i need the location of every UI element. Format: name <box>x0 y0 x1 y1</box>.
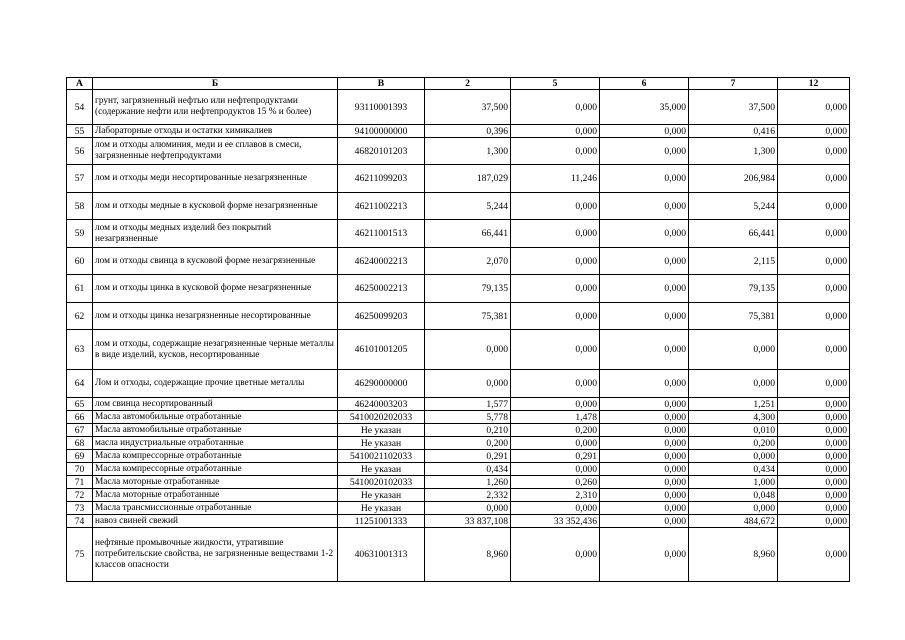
value-col-2: 5,778 <box>425 411 511 424</box>
value-col-12: 0,000 <box>778 125 850 138</box>
table-row <box>67 193 850 220</box>
value-col-2: 0,200 <box>425 437 511 450</box>
value-col-5: 0,000 <box>511 193 600 220</box>
value-col-5: 0,000 <box>511 398 600 411</box>
value-col-7: 0,000 <box>689 450 778 463</box>
table-row <box>67 125 850 138</box>
row-number: 69 <box>67 450 93 463</box>
row-number: 60 <box>67 248 93 275</box>
waste-code: 46211099203 <box>338 165 425 193</box>
waste-name: лом и отходы свинца в кусковой форме незагрязненные <box>93 248 338 275</box>
value-col-12: 0,000 <box>778 437 850 450</box>
value-col-12: 0,000 <box>778 450 850 463</box>
table-row <box>67 165 850 193</box>
value-col-12: 0,000 <box>778 248 850 275</box>
table-row <box>67 463 850 476</box>
waste-code: 46240003203 <box>338 398 425 411</box>
value-col-6: 0,000 <box>600 165 689 193</box>
waste-name: Масла компрессорные отработанные <box>93 463 338 476</box>
value-col-12: 0,000 <box>778 463 850 476</box>
value-col-6: 0,000 <box>600 424 689 437</box>
waste-table <box>66 77 850 582</box>
value-col-6: 0,000 <box>600 502 689 515</box>
value-col-7: 0,000 <box>689 370 778 398</box>
row-number: 65 <box>67 398 93 411</box>
value-col-7: 2,115 <box>689 248 778 275</box>
waste-name: лом и отходы медных изделий без покрытий незагрязненные <box>93 220 338 248</box>
value-col-6: 0,000 <box>600 125 689 138</box>
value-col-2: 2,070 <box>425 248 511 275</box>
value-col-2: 1,577 <box>425 398 511 411</box>
value-col-7: 1,251 <box>689 398 778 411</box>
waste-name: навоз свиней свежий <box>93 515 338 528</box>
table-row <box>67 437 850 450</box>
value-col-12: 0,000 <box>778 138 850 165</box>
table-row <box>67 411 850 424</box>
value-col-5: 0,000 <box>511 370 600 398</box>
value-col-2: 0,291 <box>425 450 511 463</box>
col-header-b: Б <box>93 78 338 90</box>
value-col-5: 0,000 <box>511 275 600 303</box>
value-col-5: 0,000 <box>511 90 600 125</box>
value-col-7: 8,960 <box>689 528 778 582</box>
value-col-2: 33 837,108 <box>425 515 511 528</box>
value-col-7: 0,048 <box>689 489 778 502</box>
table-row <box>67 476 850 489</box>
value-col-12: 0,000 <box>778 330 850 370</box>
row-number: 67 <box>67 424 93 437</box>
value-col-12: 0,000 <box>778 370 850 398</box>
row-number: 62 <box>67 303 93 330</box>
table-row <box>67 138 850 165</box>
value-col-5: 0,291 <box>511 450 600 463</box>
value-col-5: 1,478 <box>511 411 600 424</box>
value-col-6: 0,000 <box>600 463 689 476</box>
value-col-7: 4,300 <box>689 411 778 424</box>
value-col-6: 0,000 <box>600 303 689 330</box>
value-col-2: 37,500 <box>425 90 511 125</box>
value-col-6: 0,000 <box>600 528 689 582</box>
waste-code: 46211002213 <box>338 193 425 220</box>
value-col-7: 0,434 <box>689 463 778 476</box>
row-number: 66 <box>67 411 93 424</box>
value-col-12: 0,000 <box>778 220 850 248</box>
row-number: 56 <box>67 138 93 165</box>
value-col-2: 1,300 <box>425 138 511 165</box>
table-row <box>67 489 850 502</box>
value-col-2: 2,332 <box>425 489 511 502</box>
waste-code: 46211001513 <box>338 220 425 248</box>
waste-name: Лабораторные отходы и остатки химикалиев <box>93 125 338 138</box>
col-header-a: А <box>67 78 93 90</box>
waste-name: нефтяные промывочные жидкости, утратившие потребительские свойства, не загрязненные веществами 1-2 классов опасности <box>93 528 338 582</box>
col-header-6: 6 <box>600 78 689 90</box>
value-col-7: 0,200 <box>689 437 778 450</box>
value-col-5: 11,246 <box>511 165 600 193</box>
row-number: 68 <box>67 437 93 450</box>
value-col-7: 0,010 <box>689 424 778 437</box>
value-col-7: 0,416 <box>689 125 778 138</box>
value-col-5: 0,000 <box>511 303 600 330</box>
value-col-2: 0,000 <box>425 370 511 398</box>
value-col-12: 0,000 <box>778 489 850 502</box>
value-col-7: 5,244 <box>689 193 778 220</box>
value-col-5: 33 352,436 <box>511 515 600 528</box>
value-col-6: 0,000 <box>600 476 689 489</box>
value-col-12: 0,000 <box>778 165 850 193</box>
value-col-6: 35,000 <box>600 90 689 125</box>
value-col-12: 0,000 <box>778 90 850 125</box>
table-row <box>67 303 850 330</box>
waste-name: лом и отходы меди несортированные незагрязненные <box>93 165 338 193</box>
value-col-5: 0,000 <box>511 220 600 248</box>
waste-name: Масла трансмиссионные отработанные <box>93 502 338 515</box>
document-sheet <box>66 77 850 582</box>
waste-name: Масла автомобильные отработанные <box>93 424 338 437</box>
waste-code: 46820101203 <box>338 138 425 165</box>
value-col-12: 0,000 <box>778 398 850 411</box>
value-col-5: 0,000 <box>511 437 600 450</box>
value-col-2: 66,441 <box>425 220 511 248</box>
value-col-7: 484,672 <box>689 515 778 528</box>
value-col-12: 0,000 <box>778 528 850 582</box>
value-col-2: 187,029 <box>425 165 511 193</box>
value-col-5: 0,000 <box>511 502 600 515</box>
row-number: 58 <box>67 193 93 220</box>
waste-code: 5410021102033 <box>338 450 425 463</box>
table-row <box>67 248 850 275</box>
value-col-6: 0,000 <box>600 193 689 220</box>
waste-code: 94100000000 <box>338 125 425 138</box>
value-col-12: 0,000 <box>778 515 850 528</box>
row-number: 55 <box>67 125 93 138</box>
waste-code: 46250002213 <box>338 275 425 303</box>
table-row <box>67 515 850 528</box>
table-row <box>67 90 850 125</box>
table-row <box>67 330 850 370</box>
row-number: 57 <box>67 165 93 193</box>
waste-name: Масла автомобильные отработанные <box>93 411 338 424</box>
value-col-6: 0,000 <box>600 248 689 275</box>
value-col-12: 0,000 <box>778 193 850 220</box>
table-row <box>67 370 850 398</box>
value-col-12: 0,000 <box>778 275 850 303</box>
value-col-2: 1,260 <box>425 476 511 489</box>
value-col-12: 0,000 <box>778 303 850 330</box>
row-number: 72 <box>67 489 93 502</box>
value-col-2: 8,960 <box>425 528 511 582</box>
waste-name: Масла компрессорные отработанные <box>93 450 338 463</box>
row-number: 64 <box>67 370 93 398</box>
value-col-6: 0,000 <box>600 398 689 411</box>
row-number: 71 <box>67 476 93 489</box>
waste-name: лом и отходы цинка незагрязненные несортированные <box>93 303 338 330</box>
waste-name: Масла моторные отработанные <box>93 489 338 502</box>
value-col-6: 0,000 <box>600 515 689 528</box>
table-row <box>67 398 850 411</box>
value-col-12: 0,000 <box>778 424 850 437</box>
value-col-2: 79,135 <box>425 275 511 303</box>
value-col-12: 0,000 <box>778 476 850 489</box>
value-col-5: 0,260 <box>511 476 600 489</box>
table-row <box>67 528 850 582</box>
waste-name: лом и отходы медные в кусковой форме незагрязненные <box>93 193 338 220</box>
value-col-2: 5,244 <box>425 193 511 220</box>
row-number: 75 <box>67 528 93 582</box>
value-col-7: 1,300 <box>689 138 778 165</box>
waste-code: 5410020202033 <box>338 411 425 424</box>
table-row <box>67 275 850 303</box>
waste-code: Не указан <box>338 502 425 515</box>
row-number: 59 <box>67 220 93 248</box>
value-col-7: 66,441 <box>689 220 778 248</box>
row-number: 54 <box>67 90 93 125</box>
value-col-5: 2,310 <box>511 489 600 502</box>
waste-name: Масла моторные отработанные <box>93 476 338 489</box>
header-row <box>67 78 850 90</box>
waste-code: 40631001313 <box>338 528 425 582</box>
value-col-6: 0,000 <box>600 450 689 463</box>
col-header-5: 5 <box>511 78 600 90</box>
waste-name: лом и отходы, содержащие незагрязненные черные металлы в виде изделий, кусков, несортированные <box>93 330 338 370</box>
table-row <box>67 424 850 437</box>
value-col-2: 0,000 <box>425 330 511 370</box>
waste-code: Не указан <box>338 424 425 437</box>
waste-code: 46250099203 <box>338 303 425 330</box>
value-col-12: 0,000 <box>778 502 850 515</box>
value-col-6: 0,000 <box>600 138 689 165</box>
col-header-2: 2 <box>425 78 511 90</box>
row-number: 74 <box>67 515 93 528</box>
col-header-v: В <box>338 78 425 90</box>
value-col-7: 75,381 <box>689 303 778 330</box>
waste-code: 5410020102033 <box>338 476 425 489</box>
waste-name: грунт, загрязненный нефтью или нефтепродуктами (содержание нефти или нефтепродуктов 15 % и более) <box>93 90 338 125</box>
waste-code: 46101001205 <box>338 330 425 370</box>
table-row <box>67 220 850 248</box>
waste-name: лом и отходы цинка в кусковой форме незагрязненные <box>93 275 338 303</box>
value-col-6: 0,000 <box>600 220 689 248</box>
table-row <box>67 502 850 515</box>
value-col-7: 0,000 <box>689 502 778 515</box>
waste-code: 11251001333 <box>338 515 425 528</box>
value-col-7: 79,135 <box>689 275 778 303</box>
value-col-5: 0,000 <box>511 125 600 138</box>
value-col-2: 0,396 <box>425 125 511 138</box>
value-col-5: 0,000 <box>511 528 600 582</box>
waste-code: Не указан <box>338 463 425 476</box>
value-col-5: 0,000 <box>511 330 600 370</box>
waste-code: 46290000000 <box>338 370 425 398</box>
waste-code: Не указан <box>338 489 425 502</box>
value-col-2: 75,381 <box>425 303 511 330</box>
waste-code: Не указан <box>338 437 425 450</box>
col-header-12: 12 <box>778 78 850 90</box>
value-col-7: 37,500 <box>689 90 778 125</box>
waste-name: лом свинца несортированный <box>93 398 338 411</box>
col-header-7: 7 <box>689 78 778 90</box>
value-col-2: 0,000 <box>425 502 511 515</box>
value-col-6: 0,000 <box>600 330 689 370</box>
value-col-6: 0,000 <box>600 437 689 450</box>
table-row <box>67 450 850 463</box>
value-col-7: 206,984 <box>689 165 778 193</box>
value-col-2: 0,434 <box>425 463 511 476</box>
waste-code: 46240002213 <box>338 248 425 275</box>
value-col-6: 0,000 <box>600 411 689 424</box>
waste-name: масла индустриальные отработанные <box>93 437 338 450</box>
row-number: 73 <box>67 502 93 515</box>
value-col-6: 0,000 <box>600 275 689 303</box>
row-number: 63 <box>67 330 93 370</box>
value-col-5: 0,000 <box>511 463 600 476</box>
waste-code: 93110001393 <box>338 90 425 125</box>
row-number: 61 <box>67 275 93 303</box>
table-body <box>67 90 850 582</box>
row-number: 70 <box>67 463 93 476</box>
value-col-6: 0,000 <box>600 370 689 398</box>
value-col-5: 0,200 <box>511 424 600 437</box>
value-col-2: 0,210 <box>425 424 511 437</box>
waste-name: лом и отходы алюминия, меди и ее сплавов в смеси, загрязненные нефтепродуктами <box>93 138 338 165</box>
value-col-12: 0,000 <box>778 411 850 424</box>
value-col-7: 0,000 <box>689 330 778 370</box>
value-col-5: 0,000 <box>511 248 600 275</box>
value-col-7: 1,000 <box>689 476 778 489</box>
value-col-5: 0,000 <box>511 138 600 165</box>
waste-name: Лом и отходы, содержащие прочие цветные металлы <box>93 370 338 398</box>
value-col-6: 0,000 <box>600 489 689 502</box>
